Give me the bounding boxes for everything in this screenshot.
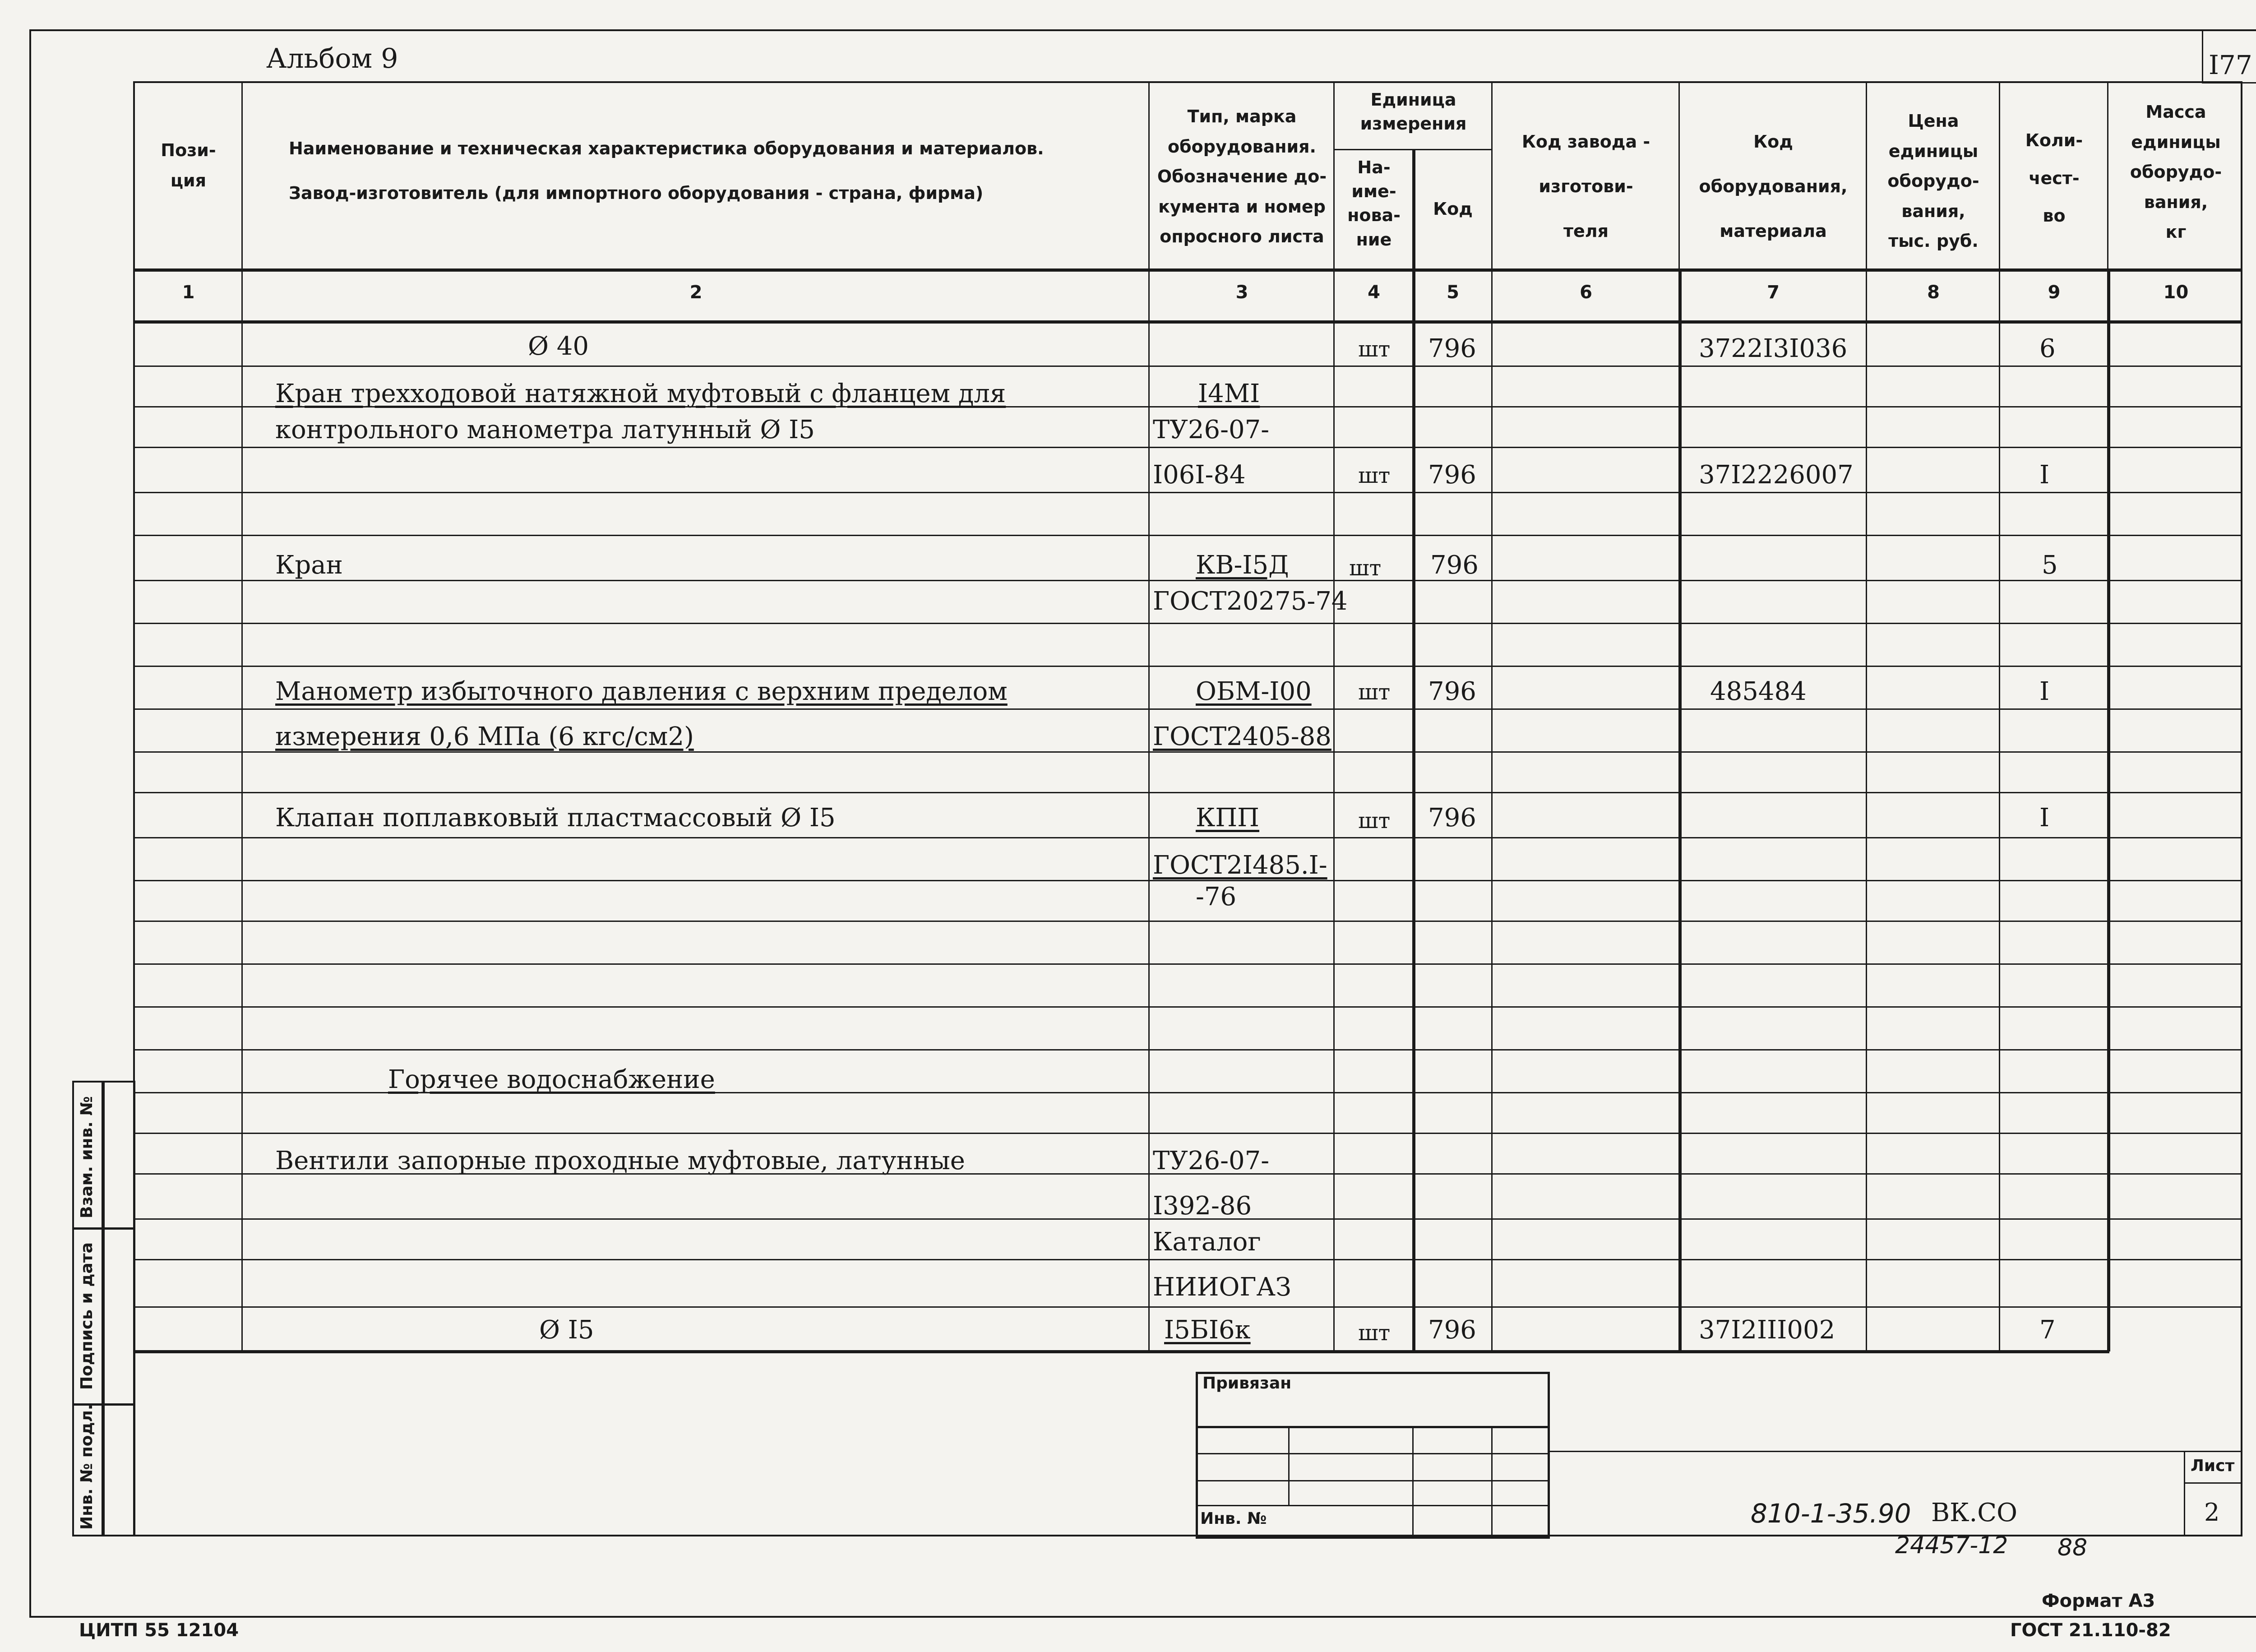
row-line: [133, 792, 2242, 793]
col-line: [2107, 268, 2110, 1351]
col-line: [2107, 81, 2108, 268]
row-6-type: ОБМ-I00: [1196, 677, 1312, 706]
row-line: [133, 837, 2242, 838]
side-sep: [72, 1227, 135, 1230]
row-11-name: Горячее водоснабжение: [388, 1065, 715, 1094]
row-15-type: НИИОГАЗ: [1153, 1273, 1291, 1302]
row-line: [133, 880, 2242, 881]
row-line: [133, 1259, 2242, 1260]
stamp-line: [1196, 1453, 1550, 1454]
row-8-type: КПП: [1196, 803, 1260, 833]
header-plant-code: Код завода - изготови- теля: [1521, 132, 1650, 241]
row-line: [133, 751, 2242, 753]
col-line: [1412, 149, 1415, 1351]
side-strip-divider: [102, 1081, 105, 1536]
header-position: Пози- ция: [161, 140, 216, 190]
header-name: Наименование и техническая характеристика оборудования и материалов. Завод-изготовитель (для импортного оборудования - страна, фирма): [289, 139, 1044, 203]
row-line: [133, 963, 2242, 965]
row-9-type: ГОСТ2I485.I-: [1153, 851, 1327, 880]
row-7-name: измерения 0,6 МПа (6 кгс/см2): [275, 722, 694, 751]
row-8-code: 796: [1428, 803, 1476, 833]
header-mass: Масса единицы оборудо- вания, кг: [2130, 102, 2222, 242]
header-price: Цена единицы оборудо- вания, тыс. руб.: [1887, 111, 1979, 251]
colnum-9: 9: [2048, 282, 2061, 303]
row-4-unit: шт: [1349, 555, 1382, 581]
row-12-type: ТУ26-07-: [1153, 1146, 1270, 1175]
row-2-type: ТУ26-07-: [1153, 415, 1270, 444]
row-6-unit: шт: [1358, 680, 1391, 705]
doc-suffix: ВК.СО: [1931, 1498, 2018, 1527]
row-4-qty: 5: [2042, 551, 2058, 580]
row-6-name: Манометр избыточного давления с верхним пределом: [275, 677, 1008, 706]
row-6-code: 796: [1428, 677, 1476, 706]
colnum-1: 1: [182, 282, 195, 303]
stamp-col: [1288, 1426, 1290, 1505]
row-0-material: 3722I3I036: [1699, 334, 1848, 363]
row-line: [133, 1049, 2242, 1050]
col-line: [1678, 268, 1682, 1351]
row-16-type: I5БI6к: [1164, 1315, 1251, 1345]
header-type: Тип, марка оборудования. Обозначение до- кумента и номер опросного листа: [1157, 106, 1327, 246]
row-7-type: ГОСТ2405-88: [1153, 722, 1331, 751]
stamp-col: [1412, 1426, 1414, 1539]
row-line: [133, 666, 2242, 667]
row-8-qty: I: [2039, 803, 2050, 833]
row-line: [133, 447, 2242, 448]
side-podpis-label: Подпись и дата: [78, 1242, 96, 1390]
list-label: Лист: [2191, 1457, 2235, 1475]
footer-gost: ГОСТ 21.110-82: [2010, 1620, 2171, 1641]
row-5-type: ГОСТ20275-74: [1153, 587, 1348, 616]
doc-code: 810-1-35.90: [1751, 1498, 1911, 1529]
stamp-col: [1491, 1426, 1493, 1539]
row-0-code: 796: [1428, 334, 1476, 363]
privyazan-label: Привязан: [1202, 1374, 1292, 1393]
row-line: [133, 708, 2242, 710]
stamp-line: [1196, 1426, 1550, 1428]
row-0-unit: шт: [1358, 337, 1391, 362]
title-line: [1550, 1451, 2242, 1452]
stamp-line: [1196, 1505, 1550, 1506]
row-line: [133, 623, 2242, 624]
header-quantity: Коли- чест- во: [2025, 130, 2083, 226]
row-4-type: КВ-I5Д: [1196, 551, 1289, 580]
row-6-material: 485484: [1710, 677, 1807, 706]
row-line: [133, 1006, 2242, 1008]
row-line: [133, 921, 2242, 922]
side-vzam-label: Взам. инв. №: [78, 1096, 96, 1218]
row-16-material: 37I2III002: [1699, 1315, 1835, 1345]
row-3-unit: шт: [1358, 463, 1391, 488]
col-line: [1999, 81, 2000, 1351]
row-16-qty: 7: [2039, 1315, 2056, 1345]
body-bottom-line: [133, 1350, 2109, 1353]
header-subline: [1333, 149, 1491, 150]
colnum-7: 7: [1767, 282, 1780, 303]
colnum-3: 3: [1235, 282, 1248, 303]
row-1-name: Кран трехходовой натяжной муфтовый с фланцем для: [275, 379, 1006, 408]
colnum-8: 8: [1927, 282, 1940, 303]
col-line: [1866, 81, 1867, 1351]
row-16-unit: шт: [1358, 1320, 1391, 1346]
row-line: [133, 1306, 2242, 1308]
list-box-line: [2184, 1482, 2242, 1484]
side-inv-label: Инв. № подл.: [78, 1404, 96, 1530]
col-line: [1148, 81, 1150, 1351]
header-unit-code: Код: [1433, 199, 1473, 219]
stamp-line: [1196, 1480, 1550, 1481]
colnum-4: 4: [1368, 282, 1380, 303]
row-12-name: Вентили запорные проходные муфтовые, латунные: [275, 1146, 965, 1175]
row-0-name: Ø 40: [528, 332, 589, 361]
handwritten-number: 24457-12: [1895, 1532, 2008, 1559]
row-6-qty: I: [2039, 677, 2050, 706]
row-3-material: 37I2226007: [1699, 460, 1854, 490]
footer-format: Формат А3: [2042, 1591, 2155, 1611]
header-unit-name: На- име- нова- ние: [1347, 157, 1401, 250]
col-line: [1491, 81, 1493, 1351]
col-line: [1333, 81, 1335, 1351]
row-1-type: I4MI: [1198, 379, 1260, 408]
row-13-type: I392-86: [1153, 1191, 1252, 1221]
row-2-name: контрольного манометра латунный Ø I5: [275, 415, 815, 444]
row-16-code: 796: [1428, 1315, 1476, 1345]
row-8-unit: шт: [1358, 808, 1391, 833]
row-line: [133, 580, 2242, 581]
handwritten-number-2: 88: [2057, 1534, 2088, 1561]
colnum-5: 5: [1447, 282, 1459, 303]
header-bottom-line: [133, 268, 2242, 272]
header-unit: Единица измерения: [1360, 90, 1467, 134]
row-3-type: I06I-84: [1153, 460, 1246, 490]
list-number: 2: [2204, 1498, 2220, 1527]
corner-page-number: I77: [2209, 50, 2252, 80]
col-line: [1678, 81, 1680, 268]
row-9b-type: -76: [1196, 882, 1237, 912]
inv-no-label: Инв. №: [1200, 1509, 1267, 1528]
row-3-code: 796: [1428, 460, 1476, 490]
row-8-name: Клапан поплавковый пластмассовый Ø I5: [275, 803, 836, 833]
colnum-bottom-line: [133, 320, 2242, 324]
album-label: Альбом 9: [266, 43, 398, 74]
colnum-2: 2: [689, 282, 703, 303]
colnum-6: 6: [1580, 282, 1592, 303]
header-equipment-code: Код оборудования, материала: [1699, 132, 1848, 241]
row-line: [133, 1133, 2242, 1134]
row-3-qty: I: [2039, 460, 2050, 490]
row-line: [133, 492, 2242, 493]
row-4-code: 796: [1430, 551, 1479, 580]
row-4-name: Кран: [275, 551, 343, 580]
colnum-10: 10: [2163, 282, 2189, 303]
footer-left: ЦИТП 55 12104: [79, 1620, 239, 1641]
row-0-qty: 6: [2039, 334, 2056, 363]
col-line: [241, 81, 243, 1351]
row-line: [133, 366, 2242, 367]
row-14-type: Каталог: [1153, 1227, 1261, 1257]
row-16-name: Ø I5: [539, 1315, 594, 1345]
row-line: [133, 535, 2242, 536]
